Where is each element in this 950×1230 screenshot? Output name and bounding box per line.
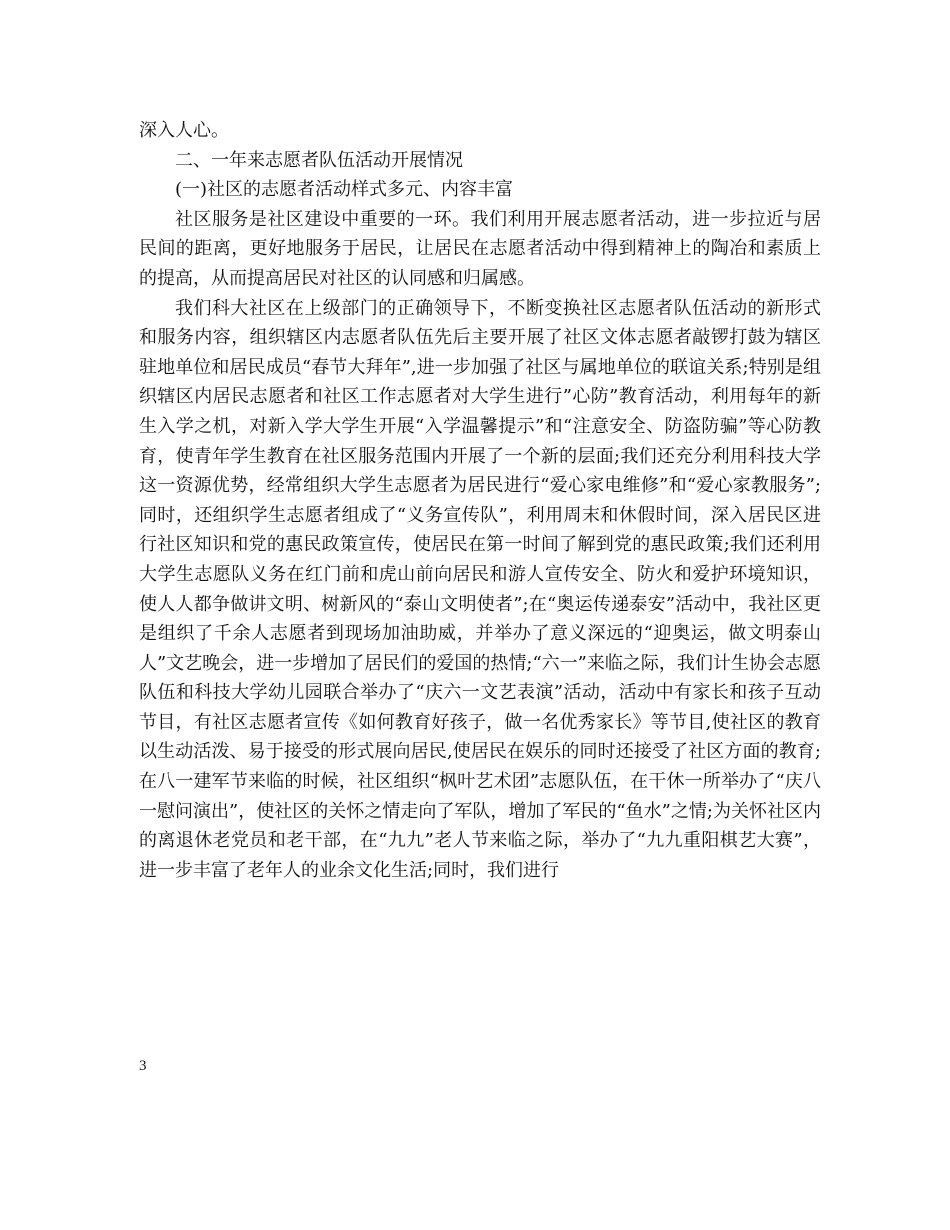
page-number: 3 [139,1058,147,1074]
body-paragraph-community-service: 社区服务是社区建设中重要的一环。我们利用开展志愿者活动，进一步拉近与居民间的距离，更好地服务于居民，让居民在志愿者活动中得到精神上的陶冶和素质上的提高，从而提高居民对社区的认同感和归属感。 [139,208,821,289]
subsection-heading: (一)社区的志愿者活动样式多元、内容丰富 [175,179,514,201]
section-heading: 二、一年来志愿者队伍活动开展情况 [175,149,463,171]
paragraph-continuation: 深入人心。 [139,120,229,141]
document-body [139,116,821,885]
body-paragraph-volunteer-activities: 我们科大社区在上级部门的正确领导下，不断变换社区志愿者队伍活动的新形式和服务内容，组织辖区内志愿者队伍先后主要开展了社区文体志愿者敲锣打鼓为辖区驻地单位和居民成员“春节大拜年”,进一步加强了社区与属地单位的联谊关系;特别是组织辖区内居民志愿者和社区工作志愿者对大学生进行”心防”教育活动，利用每年的新生入学之机，对新入学大学生开展“入学温馨提示”和“注意安全、防盗防骗”等心防教育，使青年学生教育在社区服务范围内开展了一个新的层面;我们还充分利用科技大学这一资源优势，经常组织大学生志愿者为居民进行“爱心家电维修”和“爱心家教服务”;同时，还组织学生志愿者组成了“义务宣传队”，利用周末和休假时间，深入居民区进行社区知识和党的惠民政策宣传，使居民在第一时间了解到党的惠民政策;我们还利用大学生志愿队义务在红门前和虎山前向居民和游人宣传安全、防火和爱护环境知识，使人人都争做讲文明、树新风的“泰山文明使者”;在“奥运传递泰安”活动中，我社区更是组织了千余人志愿者到现场加油助威，并举办了意义深远的“迎奥运，做文明泰山人”文艺晚会，进一步增加了居民们的爱国的热情;“六一”来临之际，我们计生协会志愿队伍和科技大学幼儿园联合举办了“庆六一文艺表演”活动，活动中有家长和孩子互动节目，有社区志愿者宣传《如何教育好孩子，做一名优秀家长》等节目,使社区的教育以生动活泼、易于接受的形式展向居民,使居民在娱乐的同时还接受了社区方面的教育;在八一建军节来临的时候，社区组织“枫叶艺术团”志愿队伍，在干休一所举办了“庆八一慰问演出”，使社区的关怀之情走向了军队，增加了军民的“鱼水”之情;为关怀社区内的离退休老党员和老干部，在“九九”老人节来临之际，举办了“九九重阳棋艺大赛”，进一步丰富了老年人的业余文化生活;同时，我们进行 [139,297,821,881]
